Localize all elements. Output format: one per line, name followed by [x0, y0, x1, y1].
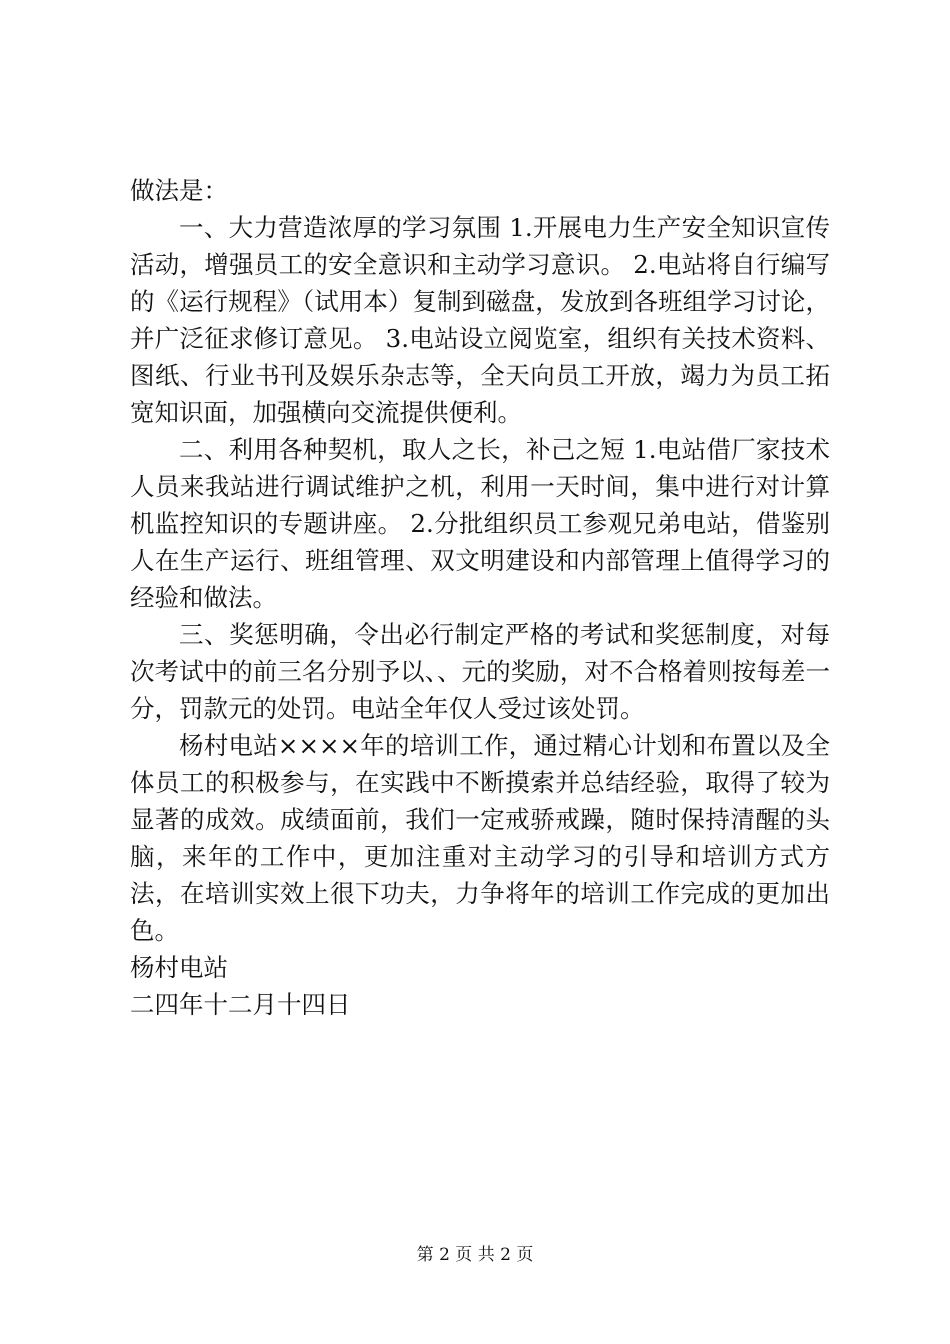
page-footer: 第 2 页 共 2 页 — [416, 1245, 534, 1265]
paragraph-learning-atmosphere: 一、大力营造浓厚的学习氛围 1.开展电力生产安全知识宣传活动，增强员工的安全意识和主动学习意识。 2.电站将自行编写的《运行规程》（试用本）复制到磁盘，发放到各班组学习讨论，并广泛征求修订意见。 3.电站设立阅览室，组织有关技术资料、图纸、行业书刊及娱乐杂志等，全天向员工开放，竭力为员工拓宽知识面，加强横向交流提供便利。 — [130, 213, 830, 427]
paragraph-opportunities: 二、利用各种契机，取人之长，补己之短 1.电站借厂家技术人员来我站进行调试维护之机，利用一天时间，集中进行对计算机监控知识的专题讲座。 2.分批组织员工参观兄弟电站，借鉴别人在生产运行、班组管理、双文明建设和内部管理上值得学习的经验和做法。 — [130, 435, 830, 612]
date-line: 二四年十二月十四日 — [130, 990, 351, 1019]
lead-line: 做法是： — [130, 176, 228, 205]
signature: 杨村电站 — [130, 953, 228, 982]
document-body — [130, 172, 830, 1023]
paragraph-rewards-penalties: 三、奖惩明确，令出必行制定严格的考试和奖惩制度，对每次考试中的前三名分别予以、、元的奖励，对不合格着则按每差一分，罚款元的处罚。电站全年仅人受过该处罚。 — [130, 620, 830, 723]
paragraph-summary: 杨村电站××××年的培训工作，通过精心计划和布置以及全体员工的积极参与，在实践中不断摸索并总结经验，取得了较为显著的成效。成绩面前，我们一定戒骄戒躁，随时保持清醒的头脑，来年的工作中，更加注重对主动学习的引导和培训方式方法，在培训实效上很下功夫，力争将年的培训工作完成的更加出色。 — [130, 731, 830, 945]
